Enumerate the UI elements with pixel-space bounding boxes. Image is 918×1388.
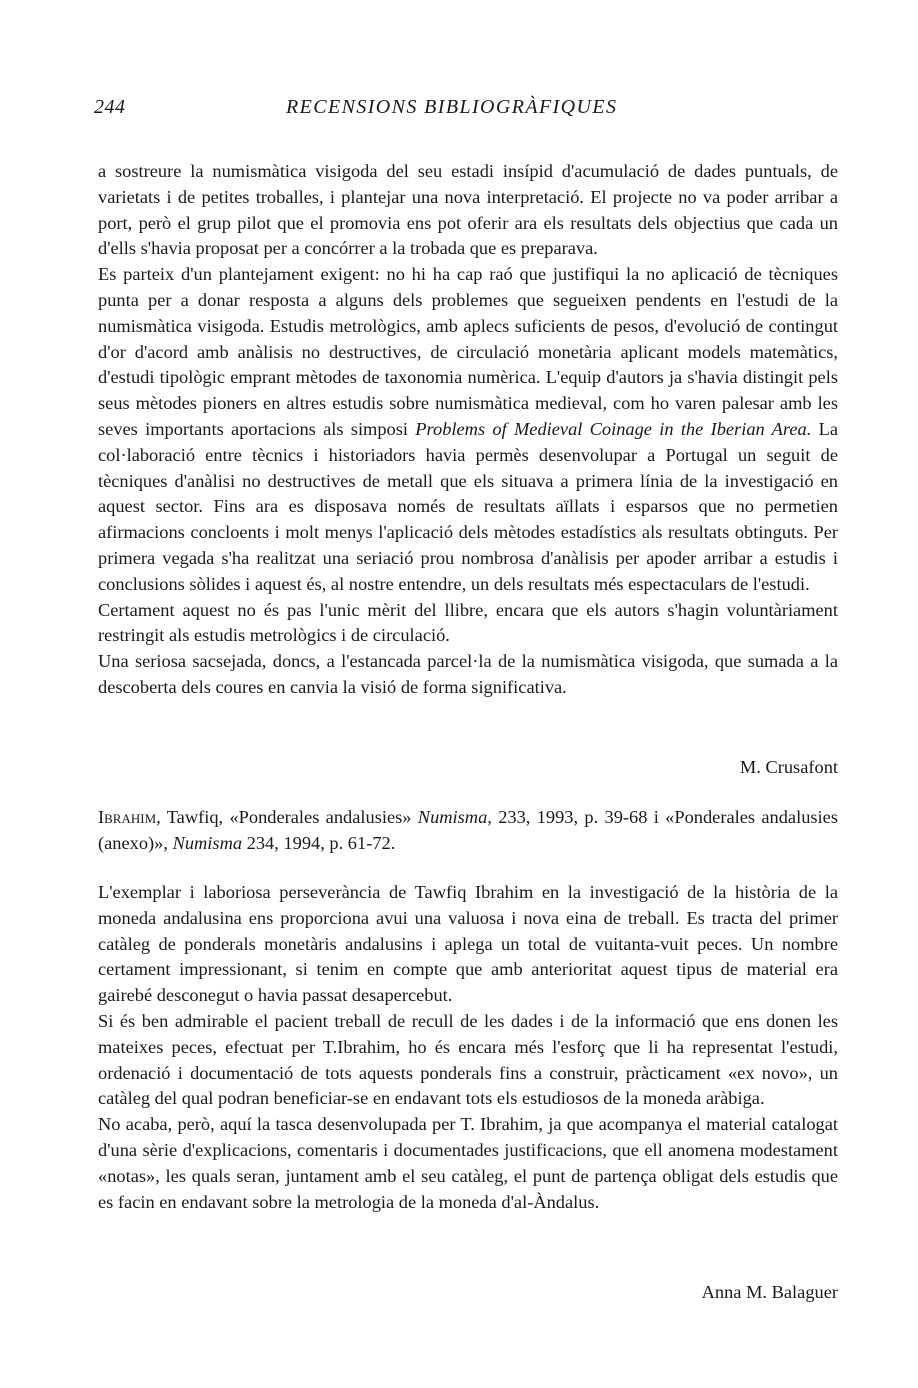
review-1-paragraph <box>98 262 838 597</box>
review-2-paragraph: Si és ben admirable el pacient treball de recull de les dades i de la informació que ens donen les mateixes peces, efectuat per T.Ibrahim, ho és encara més l'esforç que li ha representat l'estudi, ordenació i documentació de tots aquests ponderals fins a construir, pràcticament «ex novo», un catàleg del qual podran beneficiar-se en endavant tots els estudiosos de la moneda aràbiga. <box>98 1010 838 1109</box>
review-2-paragraph: No acaba, però, aquí la tasca desenvolupada per T. Ibrahim, ja que acompanya el material catalogat d'una sèrie d'explicacions, comentaris i documentades justificacions, que ell anomena modestament «notas», les quals seran, juntament amb el seu catàleg, el punt de partença obligat dels estudis que es facin en endavant sobre la metrologia de la moneda d'al-Àndalus. <box>98 1114 838 1212</box>
citation-author: Ibrahim <box>98 807 157 827</box>
review-2-paragraph: L'exemplar i laboriosa perseverància de Tawfiq Ibrahim en la investigació de la història de la moneda andalusina ens proporciona avui una valuosa i nova eina de treball. Es tracta del primer catàleg de ponderals monetàris andalusins i aplega un total de vuitanta-vuit peces. Un nombre certament impressionant, si tenim en compte que amb anterioritat aquest tipus de material era gairebé desconegut o havia passat desapercebut. <box>98 882 838 1006</box>
review-1-paragraph: a sostreure la numismàtica visigoda del seu estadi insípid d'acumulació de dades puntuals, de varietats i de petites troballes, i plantejar una nova interpretació. El projecte no va poder arribar a port, però el grup pilot que el promovia ens pot oferir ara els resultats dels objectius que cada un d'ells s'havia proposat per a concórrer a la trobada que es preparava. <box>98 161 838 259</box>
review-2-body <box>98 880 838 1215</box>
review-1-body <box>98 159 838 701</box>
citation-journal: Numisma <box>172 832 243 853</box>
running-head <box>94 96 838 126</box>
bibliographic-citation <box>98 805 838 857</box>
review-1-paragraph: Una seriosa sacsejada, doncs, a l'estancada parcel·la de la numismàtica visigoda, que sumada a la descoberta dels coures en canvia la visió de forma significativa. <box>98 651 838 697</box>
section-title: RECENSIONS BIBLIOGRÀFIQUES <box>286 96 618 118</box>
citation-text: , Tawfiq, «Ponderales andalusies» <box>156 807 418 827</box>
review-1-paragraph: Certament aquest no és pas l'unic mèrit del llibre, encara que els autors s'hagin voluntàriament restringit als estudis metrològics i de circulació. <box>98 599 838 646</box>
review-1-signature: M. Crusafont <box>739 757 838 777</box>
book-title: Problems of Medieval Coinage in the Iberian Area. <box>415 418 812 439</box>
page-number: 244 <box>94 96 126 118</box>
citation-journal: Numisma, <box>417 807 492 827</box>
paragraph-text: La col·laboració entre tècnics i historiadors havia permès desenvolupar a Portugal un seguit de tècniques d'anàlisi no destructives de metall que els situava a primera línia de la investigació en aquest sector. Fins ara es disposava només de resultats aïllats i esparsos que no permetien afirmacions concloents i molt menys l'aplicació dels mètodes estadístics als resultats obtinguts. Per primera vegada s'ha realitzat una seriació prou nombrosa d'anàlisis per apoder arribar a estudis i conclusions sòlides i aquest és, al nostre entendre, un dels resultats més espectaculars de l'estudi. <box>98 418 838 594</box>
citation-text: 233, 1993, p. 39-68 i «Ponderales andalusies (anexo)», <box>98 807 838 853</box>
review-2-signature: Anna M. Balaguer <box>701 1282 838 1302</box>
citation-text: 234, 1994, p. 61-72. <box>242 832 396 853</box>
paragraph-text: Es parteix d'un plantejament exigent: no hi ha cap raó que justifiqui la no aplicació de tècniques punta per a donar resposta a alguns dels problemes que segueixen pendents en l'estudi de la numismàtica visigoda. Estudis metrològics, amb aplecs suficients de pesos, d'evolució de contingut d'or d'acord amb anàlisis no destructives, de circulació monetària aplicant models matemàtics, d'estudi tipològic emprant mètodes de taxonomia numèrica. L'equip d'autors ja s'havia distingit pels seus mètodes pioners en altres estudis sobre numismàtica medieval, com ho varen palesar amb les seves importants aportacions als simposi <box>98 264 838 439</box>
